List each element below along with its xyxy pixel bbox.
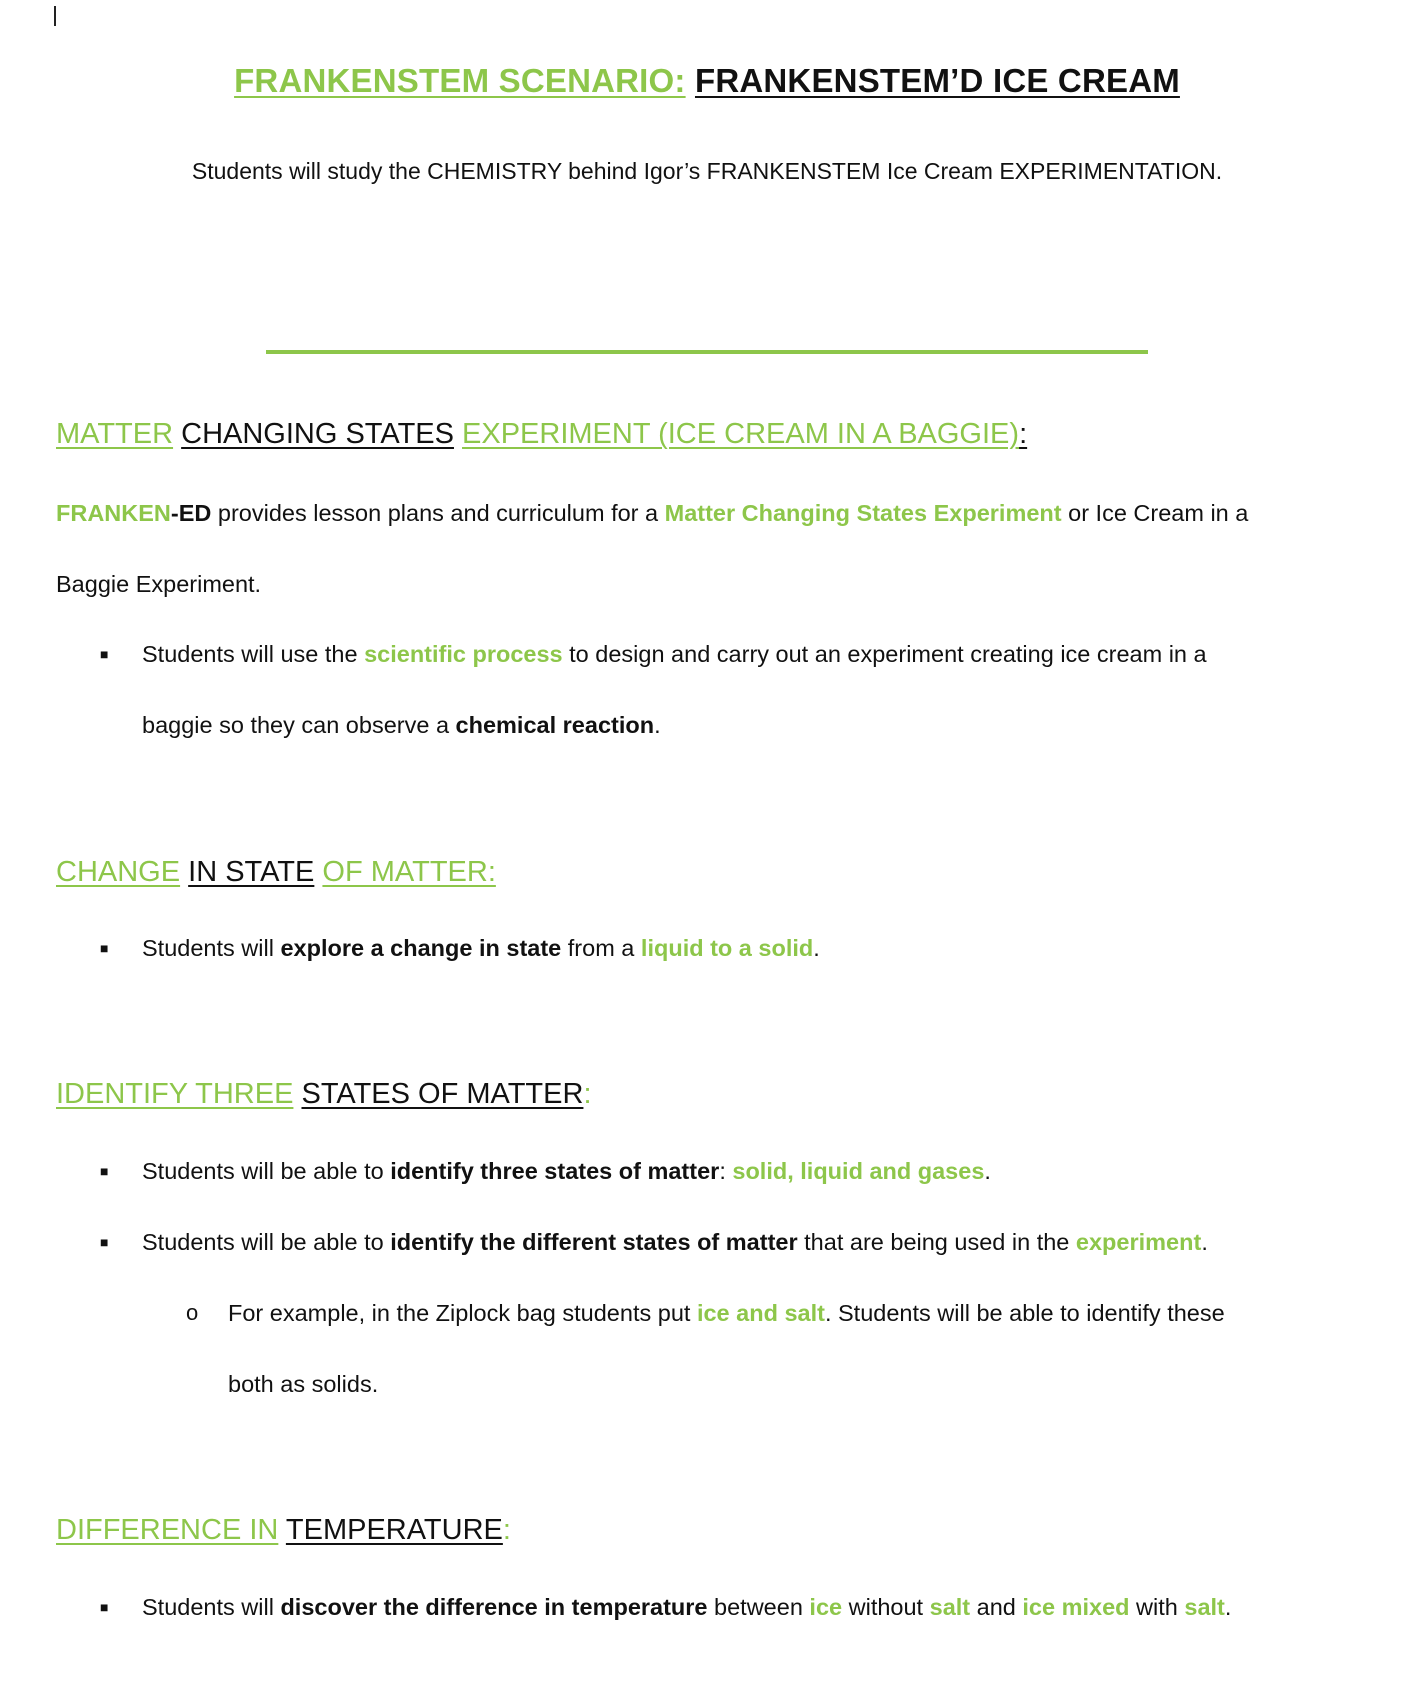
sub-bullet-highlight: ice and salt xyxy=(696,1300,825,1326)
bullet-text: Students will xyxy=(142,1594,281,1620)
title-scenario: FRANKENSTEM SCENARIO: xyxy=(234,62,686,99)
bullet-text: Students will xyxy=(142,935,281,961)
bullet-scientific-process xyxy=(142,641,1207,668)
heading-part: MATTER xyxy=(56,418,174,450)
bullet-highlight: solid, liquid and gases xyxy=(732,1158,985,1184)
bullet-text: : xyxy=(719,1158,733,1184)
bullet-highlight: ice mixed xyxy=(1022,1594,1130,1620)
sub-bullet-example xyxy=(228,1300,1225,1327)
bullet-text: Students will use the xyxy=(142,641,365,667)
bullet-text: . xyxy=(813,935,820,961)
bullet-bold: identify three states of matter xyxy=(390,1158,720,1184)
title-ice-cream: FRANKENSTEM’D ICE CREAM xyxy=(694,62,1180,99)
bullet-text: with xyxy=(1129,1594,1185,1620)
circle-bullet-icon: o xyxy=(186,1300,199,1325)
bullet-text: . xyxy=(654,712,661,738)
franken-text: FRANKEN xyxy=(56,500,171,526)
bullet-scientific-process-line-2 xyxy=(142,712,661,739)
para-text: provides lesson plans and curriculum for a xyxy=(211,500,665,526)
bullet-text: . xyxy=(1224,1594,1232,1620)
bullet-change-state xyxy=(142,935,820,962)
square-bullet-icon: ■ xyxy=(100,646,109,662)
sub-bullet-example-line-2: both as solids. xyxy=(228,1371,379,1397)
bullet-highlight: salt xyxy=(929,1594,971,1620)
bullet-text: Students will be able to xyxy=(142,1229,391,1255)
bullet-text: . xyxy=(984,1158,991,1184)
heading-change-in-state xyxy=(56,856,496,889)
heading-part: DIFFERENCE IN xyxy=(56,1514,279,1546)
bullet-text: and xyxy=(970,1594,1023,1620)
bullet-bold: explore a change in state xyxy=(280,935,562,961)
bullet-highlight: liquid to a solid xyxy=(640,935,814,961)
heading-matter-changing-states xyxy=(56,418,1027,451)
square-bullet-icon: ■ xyxy=(100,1163,109,1179)
heading-identify-three-states xyxy=(56,1078,592,1111)
heading-part: CHANGING STATES xyxy=(181,418,454,450)
bullet-highlight: scientific process xyxy=(364,641,563,667)
heading-part: : xyxy=(583,1078,592,1110)
sub-bullet-text: For example, in the Ziplock bag students put xyxy=(228,1300,697,1326)
heading-difference-in-temperature xyxy=(56,1514,511,1547)
heading-part: : xyxy=(502,1514,511,1546)
page-title xyxy=(0,62,1414,100)
bullet-text: without xyxy=(842,1594,930,1620)
heading-part: OF MATTER: xyxy=(322,856,496,888)
para-highlight: Matter Changing States Experiment xyxy=(664,500,1062,526)
heading-part: CHANGE xyxy=(56,856,181,888)
bullet-identify-three xyxy=(142,1158,991,1185)
sub-bullet-text: . Students will be able to identify these xyxy=(824,1300,1225,1326)
bullet-text: from a xyxy=(561,935,641,961)
intro-text: Students will study the CHEMISTRY behind Igor’s FRANKENSTEM Ice Cream EXPERIMENTATION. xyxy=(191,158,1223,184)
bullet-highlight: salt xyxy=(1184,1594,1225,1620)
heading-part: IN STATE xyxy=(188,856,315,888)
bullet-text: between xyxy=(707,1594,810,1620)
bullet-bold: chemical reaction xyxy=(455,712,655,738)
bullet-bold: discover the difference in temperature xyxy=(280,1594,708,1620)
text-cursor xyxy=(54,6,56,26)
bullet-highlight: experiment xyxy=(1075,1229,1202,1255)
square-bullet-icon: ■ xyxy=(100,1234,109,1250)
bullet-highlight: ice xyxy=(809,1594,843,1620)
bullet-text: Students will be able to xyxy=(142,1158,391,1184)
divider-line xyxy=(266,350,1148,354)
bullet-identify-different xyxy=(142,1229,1208,1256)
bullet-text: to design and carry out an experiment creating ice cream in a xyxy=(562,641,1207,667)
heading-part: : xyxy=(1019,418,1028,450)
ed-text: -ED xyxy=(170,500,212,526)
square-bullet-icon: ■ xyxy=(100,1599,109,1615)
heading-part: IDENTIFY THREE xyxy=(56,1078,294,1110)
square-bullet-icon: ■ xyxy=(100,940,109,956)
paragraph-franken-ed xyxy=(56,500,1248,527)
bullet-text: that are being used in the xyxy=(797,1229,1076,1255)
bullet-text: baggie so they can observe a xyxy=(142,712,456,738)
heading-part: STATES OF MATTER xyxy=(301,1078,584,1110)
heading-part: TEMPERATURE xyxy=(285,1514,503,1546)
bullet-temperature xyxy=(142,1594,1231,1621)
para-text: or Ice Cream in a xyxy=(1061,500,1249,526)
bullet-bold: identify the different states of matter xyxy=(390,1229,798,1255)
bullet-text: . xyxy=(1201,1229,1208,1255)
paragraph-line-2: Baggie Experiment. xyxy=(56,571,262,597)
heading-part: EXPERIMENT (ICE CREAM IN A BAGGIE) xyxy=(462,418,1020,450)
